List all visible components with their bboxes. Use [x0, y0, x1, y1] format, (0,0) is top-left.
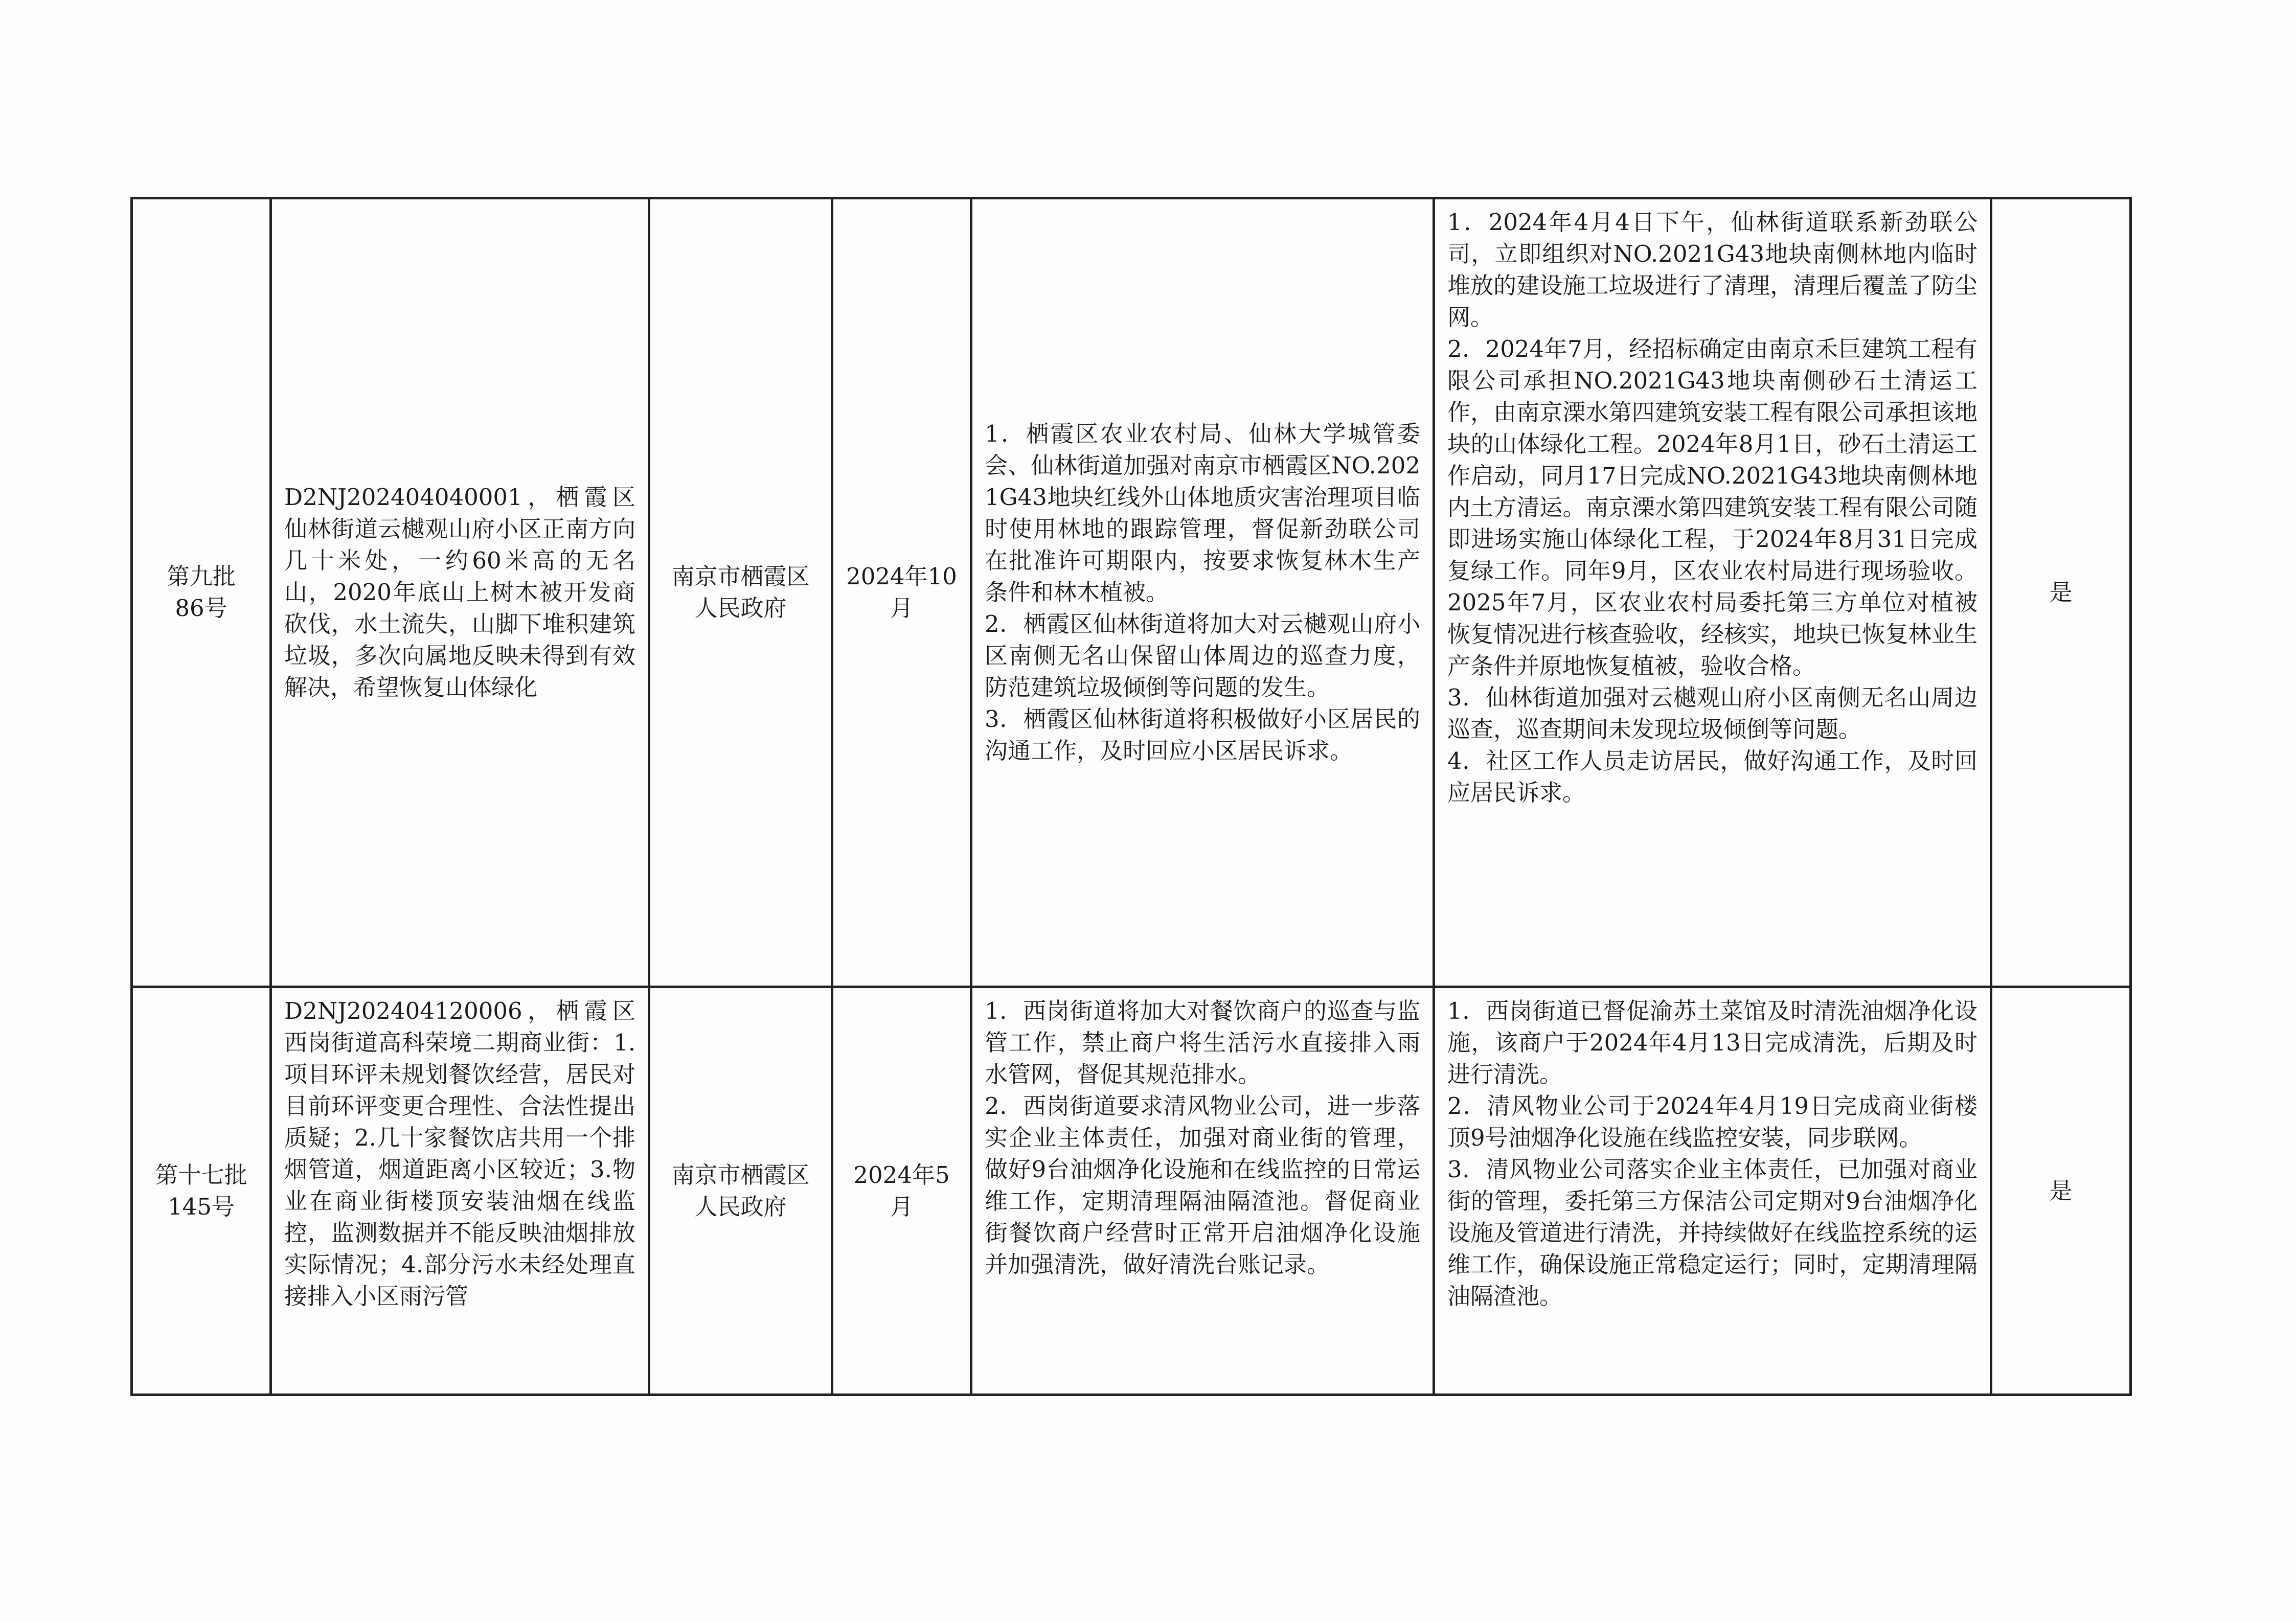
deadline-cell: 2024年5月	[832, 987, 971, 1395]
completed-cell: 是	[1991, 198, 2131, 987]
progress-item: 1．2024年4月4日下午，仙林街道联系新劲联公司，立即组织对NO.2021G43地块南侧林地内临时堆放的建设施工垃圾进行了清理，清理后覆盖了防尘网。	[1447, 209, 1977, 331]
batch-label: 第十七批	[155, 1161, 247, 1189]
completed-cell: 是	[1991, 987, 2131, 1395]
plan-item: 2．西岗街道要求清风物业公司，进一步落实企业主体责任，加强对商业街的管理，做好9台油烟净化设施和在线监控的日常运维工作，定期清理隔油隔渣池。督促商业街餐饮商户经营时正常开启油烟净化设施并加强清洗，做好清洗台账记录。	[985, 1092, 1420, 1278]
table-row	[132, 987, 2131, 1395]
progress-cell	[1434, 198, 1991, 987]
plan-item: 2．栖霞区仙林街道将加大对云樾观山府小区南侧无名山保留山体周边的巡查力度，防范建筑垃圾倾倒等问题的发生。	[985, 610, 1420, 701]
petition-table	[130, 197, 2132, 1396]
issue-cell: D2NJ202404120006，栖霞区西岗街道高科荣境二期商业街：1.项目环评未规划餐饮经营，居民对目前环评变更合理性、合法性提出质疑；2.几十家餐饮店共用一个排烟管道，烟道距离小区较近；3.物业在商业街楼顶安装油烟在线监控，监测数据并不能反映油烟排放实际情况；4.部分污水未经处理直接排入小区雨污管	[271, 987, 649, 1395]
batch-cell	[132, 987, 271, 1395]
progress-item: 3．仙林街道加强对云樾观山府小区南侧无名山周边巡查，巡查期间未发现垃圾倾倒等问题。	[1447, 684, 1977, 743]
plan-item: 3．栖霞区仙林街道将积极做好小区居民的沟通工作，及时回应小区居民诉求。	[985, 705, 1420, 764]
progress-item: 3．清风物业公司落实企业主体责任，已加强对商业街的管理，委托第三方保洁公司定期对9台油烟净化设施及管道进行清洗，并持续做好在线监控系统的运维工作，确保设施正常稳定运行；同时，定期清理隔油隔渣池。	[1447, 1156, 1977, 1310]
deadline-cell: 2024年10月	[832, 198, 971, 987]
responsible-unit-cell: 南京市栖霞区人民政府	[649, 987, 832, 1395]
plan-item: 1．西岗街道将加大对餐饮商户的巡查与监管工作，禁止商户将生活污水直接排入雨水管网，督促其规范排水。	[985, 997, 1420, 1088]
progress-cell	[1434, 987, 1991, 1395]
progress-item: 2．2024年7月，经招标确定由南京禾巨建筑工程有限公司承担NO.2021G43地块南侧砂石土清运工作，由南京溧水第四建筑安装工程有限公司承担该地块的山体绿化工程。2024年8月1日，砂石土清运工作启动，同月17日完成NO.2021G43地块南侧林地内土方清运。南京溧水第四建筑安装工程有限公司随即进场实施山体绿化工程，于2024年8月31日完成复绿工作。同年9月，区农业农村局进行现场验收。2025年7月，区农业农村局委托第三方单位对植被恢复情况进行核查验收，经核实，地块已恢复林业生产条件并原地恢复植被，验收合格。	[1447, 335, 1977, 679]
progress-item: 4．社区工作人员走访居民，做好沟通工作，及时回应居民诉求。	[1447, 747, 1977, 806]
rectification-plan-cell	[971, 198, 1434, 987]
progress-item: 2．清风物业公司于2024年4月19日完成商业街楼顶9号油烟净化设施在线监控安装，同步联网。	[1447, 1092, 1977, 1151]
responsible-unit-cell: 南京市栖霞区人民政府	[649, 198, 832, 987]
table-row	[132, 198, 2131, 987]
batch-cell	[132, 198, 271, 987]
rectification-plan-cell	[971, 987, 1434, 1395]
issue-cell: D2NJ202404040001，栖霞区仙林街道云樾观山府小区正南方向几十米处，一约60米高的无名山，2020年底山上树木被开发商砍伐，水土流失，山脚下堆积建筑垃圾，多次向属地反映未得到有效解决，希望恢复山体绿化	[271, 198, 649, 987]
progress-item: 1．西岗街道已督促渝苏土菜馆及时清洗油烟净化设施，该商户于2024年4月13日完成清洗，后期及时进行清洗。	[1447, 997, 1977, 1088]
batch-number: 145号	[168, 1193, 235, 1220]
plan-item: 1．栖霞区农业农村局、仙林大学城管委会、仙林街道加强对南京市栖霞区NO.2021G43地块红线外山体地质灾害治理项目临时使用林地的跟踪管理，督促新劲联公司在批准许可期限内，按要求恢复林木生产条件和林木植被。	[985, 420, 1420, 606]
batch-number: 86号	[175, 595, 228, 622]
batch-label: 第九批	[166, 563, 236, 590]
